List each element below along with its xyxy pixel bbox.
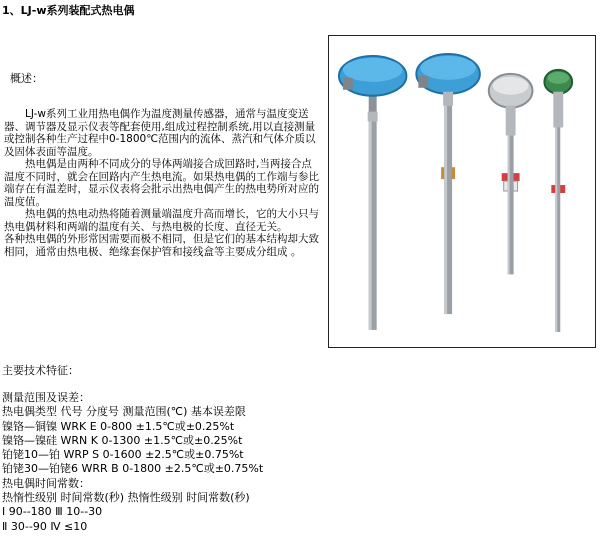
thermocouple-4 [544, 70, 572, 332]
thermocouple-1 [339, 56, 406, 330]
spec-line: Ⅰ 90--180 Ⅲ 10--30 [2, 505, 103, 519]
spec-line: 镍铬—镍硅 WRN K 0-1300 ±1.5℃或±0.25%t [2, 433, 243, 447]
product-photo [328, 35, 596, 348]
thermocouple-illustration [329, 36, 595, 347]
page-title: 1、LJ-w系列装配式热电偶 [2, 4, 135, 17]
spec-line: 热惰性级别 时间常数(秒) 热惰性级别 时间常数(秒) [2, 491, 250, 505]
intro-paragraph: 热电偶的热电动热将随着测量端温度升高而增长，它的大小只与热电偶材料和两端的温度有关、与热电极的长度、直径无关。 [4, 208, 319, 233]
intro-paragraph: 热电偶是由两种不同成分的导体两端接合成回路时,当两接合点温度不同时，就会在回路内产生热电流。如果热电偶的工作端与参比端存在有温差时，显示仪表将会批示出热电偶产生的热电势所对应的温度值。 [4, 158, 319, 208]
overview-label: 概述： [10, 72, 43, 85]
spec-line: 热电偶类型 代号 分度号 测量范围(℃) 基本误差限 [2, 405, 246, 419]
spec-line: 测量范围及误差： [2, 391, 90, 404]
intro-text [4, 108, 322, 258]
intro-paragraph: 各种热电偶的外形常因需要而极不相同，但是它们的基本结构却大致相同，通常由热电极、绝缘套保护管和接线盒等主要成分组成 。 [4, 233, 319, 258]
spec-line: 镍铬—铜镍 WRK E 0-800 ±1.5℃或±0.25%t [2, 419, 235, 433]
specs-heading: 主要技术特征： [2, 364, 79, 377]
spec-line: 铂铑30—铂铑6 WRR B 0-1800 ±2.5℃或±0.75%t [2, 462, 264, 476]
intro-paragraph: LJ-w系列工业用热电偶作为温度测量传感器，通常与温度变送器、调节器及显示仪表等配套使用,组成过程控制系统,用以直接测量或控制各种生产过程中0-1800℃范围内的流体、蒸汽和气体介质以及固体表面等温度。 [4, 108, 316, 158]
spec-line: 热电偶时间常数： [2, 476, 90, 490]
thermocouple-3 [489, 74, 533, 274]
spec-line: 铂铑10—铂 WRP S 0-1600 ±2.5℃或±0.75%t [2, 448, 244, 462]
thermocouple-2 [416, 54, 480, 314]
spec-list [2, 391, 302, 534]
spec-line: Ⅱ 30--90 Ⅳ ≤10 [2, 519, 88, 533]
